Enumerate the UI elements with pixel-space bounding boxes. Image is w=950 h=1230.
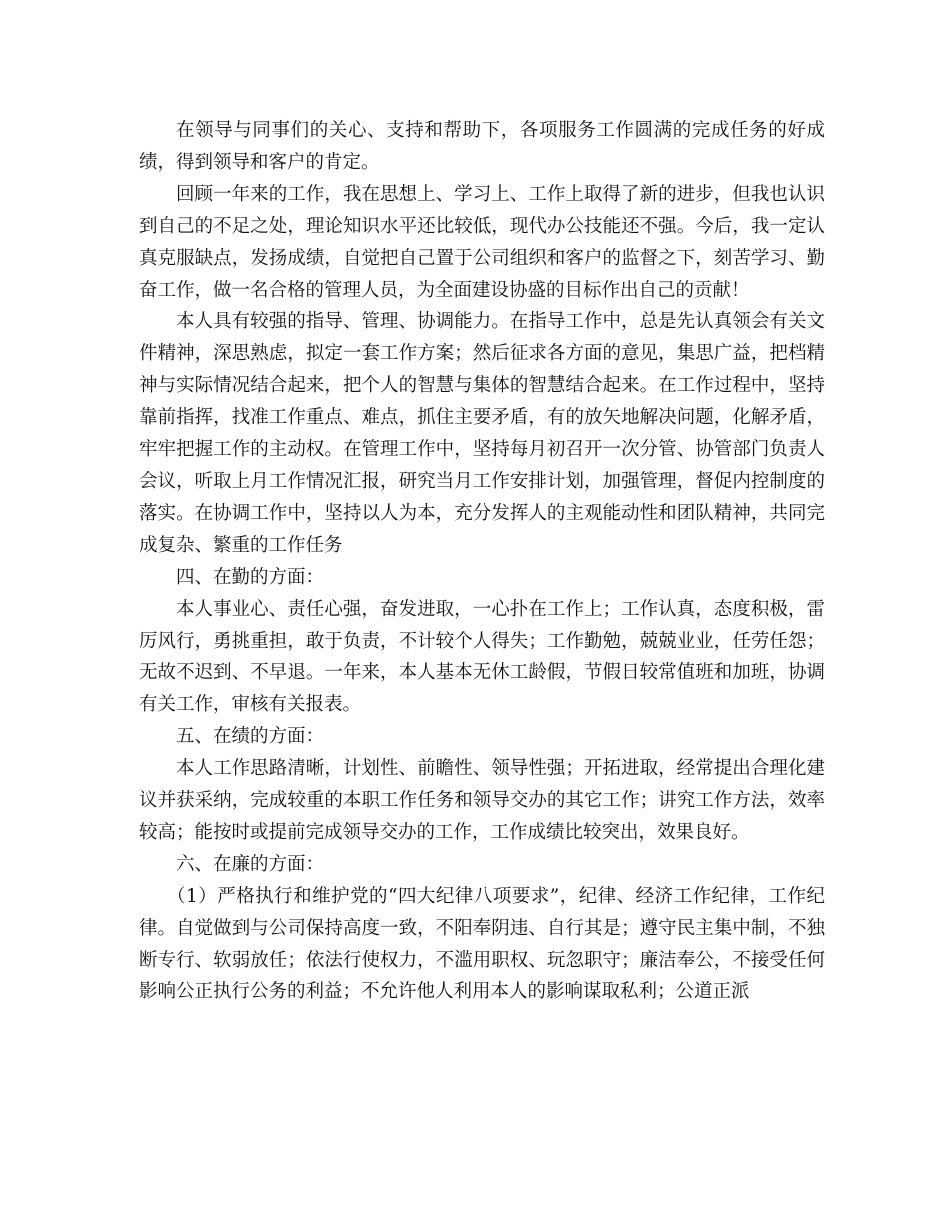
document-body bbox=[139, 115, 825, 1008]
paragraph-leadership-ability: 本人具有较强的指导、管理、协调能力。在指导工作中，总是先认真领会有关文件精神，深思熟虑，拟定一套工作方案；然后征求各方面的意见，集思广益，把档精神与实际情况结合起来，把个人的智慧与集体的智慧结合起来。在工作过程中，坚持靠前指挥，找准工作重点、难点，抓住主要矛盾，有的放矢地解决问题，化解矛盾，牢牢把握工作的主动权。在管理工作中，坚持每月初召开一次分管、协管部门负责人会议，听取上月工作情况汇报，研究当月工作安排计划，加强管理，督促内控制度的落实。在协调工作中，坚持以人为本，充分发挥人的主观能动性和团队精神，共同完成复杂、繁重的工作任务 bbox=[139, 311, 825, 556]
section-heading-performance: 五、在绩的方面： bbox=[176, 726, 325, 748]
paragraph-year-review: 回顾一年来的工作，我在思想上、学习上、工作上取得了新的进步，但我也认识到自己的不足之处，理论知识水平还比较低，现代办公技能还不强。今后，我一定认真克服缺点，发扬成绩，自觉把自己置于公司组织和客户的监督之下，刻苦学习、勤奋工作，做一名合格的管理人员，为全面建设协盛的目标作出自己的贡献！ bbox=[139, 183, 825, 301]
paragraph-performance: 本人工作思路清晰，计划性、前瞻性、领导性强；开拓进取，经常提出合理化建议并获采纳，完成较重的本职工作任务和领导交办的其它工作；讲究工作方法，效率较高；能按时或提前完成领导交办的工作，工作成绩比较突出，效果良好。 bbox=[139, 758, 825, 843]
paragraph-integrity-item-1: （1）严格执行和维护党的“四大纪律八项要求”，纪律、经济工作纪律，工作纪律。自觉做到与公司保持高度一致，不阳奉阴违、自行其是；遵守民主集中制，不独断专行、软弱放任；依法行使权力，不滥用职权、玩忽职守；廉洁奉公，不接受任何影响公正执行公务的利益；不允许他人利用本人的影响谋取私利；公道正派 bbox=[139, 885, 825, 1003]
paragraph-diligence: 本人事业心、责任心强，奋发进取，一心扑在工作上；工作认真，态度积极，雷厉风行，勇挑重担，敢于负责，不计较个人得失；工作勤勉，兢兢业业，任劳任怨；无故不迟到、不早退。一年来，本人基本无休工龄假，节假日较常值班和加班，协调有关工作，审核有关报表。 bbox=[139, 598, 825, 716]
section-heading-integrity: 六、在廉的方面： bbox=[176, 853, 325, 875]
paragraph-support-thanks: 在领导与同事们的关心、支持和帮助下，各项服务工作圆满的完成任务的好成绩，得到领导和客户的肯定。 bbox=[139, 120, 825, 173]
section-heading-diligence: 四、在勤的方面： bbox=[176, 566, 325, 588]
